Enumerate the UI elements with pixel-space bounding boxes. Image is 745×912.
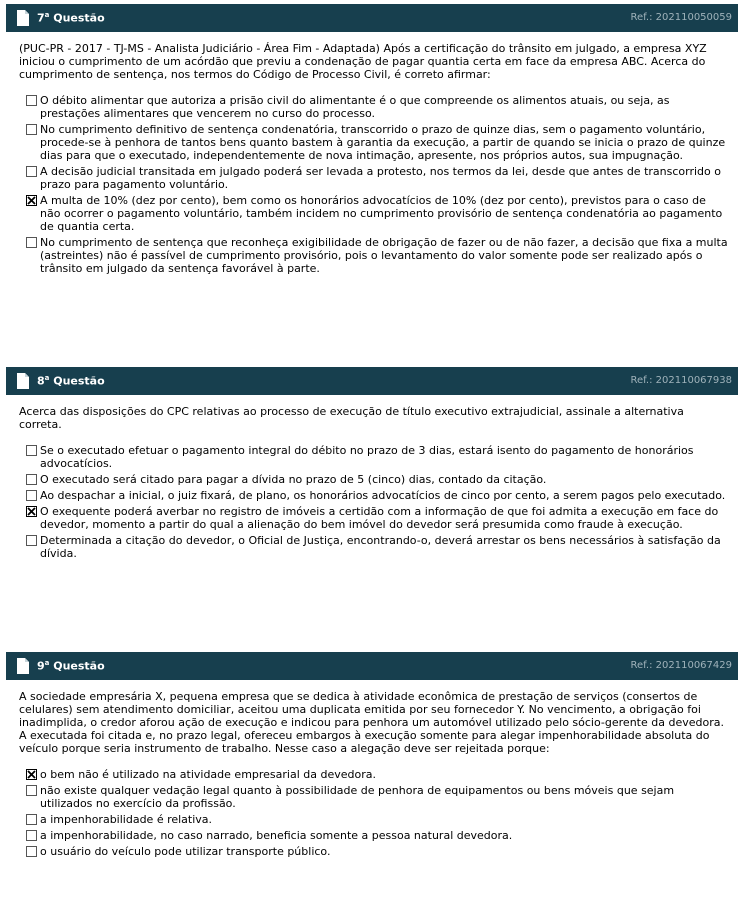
option-text: A multa de 10% (dez por cento), bem como os honorários advocatícios de 10% (dez por cento), previstos para o caso de não ocorrer o pagamento voluntário, também incidem no cumprimento provisório de sentença condenatória ao pagamento de quantia certa. (40, 194, 723, 233)
question-ref: Ref.: 202110067429 (630, 660, 732, 671)
option-b[interactable] (26, 123, 728, 162)
option-e[interactable] (26, 845, 728, 858)
checkbox-checked[interactable] (26, 195, 37, 206)
document-icon (16, 373, 29, 389)
checkbox[interactable] (26, 124, 37, 135)
options-list (26, 768, 728, 858)
option-text: Se o executado efetuar o pagamento integral do débito no prazo de 3 dias, estará isento do pagamento de honorários advocatícios. (40, 444, 694, 470)
option-text: a impenhorabilidade é relativa. (40, 813, 213, 826)
option-a[interactable] (26, 94, 728, 120)
options-list (26, 444, 728, 560)
option-d[interactable] (26, 505, 728, 531)
option-b[interactable] (26, 473, 728, 486)
question-header (6, 4, 738, 32)
checkbox-checked[interactable] (26, 769, 37, 780)
option-c[interactable] (26, 165, 728, 191)
checkbox[interactable] (26, 830, 37, 841)
option-text: o bem não é utilizado na atividade empresarial da devedora. (40, 768, 376, 781)
question-8 (6, 367, 738, 563)
checkbox[interactable] (26, 237, 37, 248)
option-a[interactable] (26, 768, 728, 781)
document-icon (16, 10, 29, 26)
question-header (6, 367, 738, 395)
checkbox[interactable] (26, 785, 37, 796)
options-list (26, 94, 728, 275)
checkbox[interactable] (26, 166, 37, 177)
question-title: 9$^a$ Questão (37, 659, 105, 673)
option-b[interactable] (26, 784, 728, 810)
option-text: O exequente poderá averbar no registro de imóveis a certidão com a informação de que foi admita a execução em face do devedor, momento a partir do qual a alienação do bem imóvel do devedor será presumida como fraude à execução. (40, 505, 719, 531)
option-text: A decisão judicial transitada em julgado poderá ser levada a protesto, nos termos da lei, desde que antes de transcorrido o prazo para pagamento voluntário. (40, 165, 721, 191)
checkbox[interactable] (26, 474, 37, 485)
option-e[interactable] (26, 534, 728, 560)
question-ref: Ref.: 202110067938 (630, 375, 732, 386)
option-c[interactable] (26, 813, 728, 826)
question-title: 8$^a$ Questão (37, 374, 105, 388)
checkbox-checked[interactable] (26, 506, 37, 517)
checkbox[interactable] (26, 490, 37, 501)
question-7 (6, 4, 738, 278)
check-x-icon (27, 196, 36, 205)
option-text: No cumprimento definitivo de sentença condenatória, transcorrido o prazo de quinze dias, sem o pagamento voluntário, procede-se à penhora de tantos bens quanto bastem à garantia da execução, a partir de quando se inicia o prazo de quinze dias para que o executado, independentemente de nova intimação, apresente, nos próprios autos, sua impugnação. (40, 123, 726, 162)
checkbox[interactable] (26, 95, 37, 106)
check-x-icon (27, 507, 36, 516)
question-statement: (PUC-PR - 2017 - TJ-MS - Analista Judiciário - Área Fim - Adaptada) Após a certificação do trânsito em julgado, a empresa XYZ iniciou o cumprimento de um acórdão que previu a condenação de pagar quantia certa em face da empresa ABC. Acerca do cumprimento de sentença, nos termos do Código de Processo Civil, é correto afirmar: (19, 42, 707, 81)
checkbox[interactable] (26, 846, 37, 857)
option-text: Ao despachar a inicial, o juiz fixará, de plano, os honorários advocatícios de cinco por cento, a serem pagos pelo executado. (40, 489, 726, 502)
question-9 (6, 652, 738, 861)
option-d[interactable] (26, 829, 728, 842)
document-icon (16, 658, 29, 674)
option-d[interactable] (26, 194, 728, 233)
question-ref: Ref.: 202110050059 (630, 12, 732, 23)
check-x-icon (27, 770, 36, 779)
option-a[interactable] (26, 444, 728, 470)
option-text: a impenhorabilidade, no caso narrado, beneficia somente a pessoa natural devedora. (40, 829, 513, 842)
question-header (6, 652, 738, 680)
option-text: O executado será citado para pagar a dívida no prazo de 5 (cinco) dias, contado da citação. (40, 473, 547, 486)
question-title: 7$^a$ Questão (37, 11, 105, 25)
question-statement: A sociedade empresária X, pequena empresa que se dedica à atividade econômica de prestação de serviços (consertos de celulares) sem atendimento domiciliar, aceitou uma duplicata emitida por seu fornecedor Y. No vencimento, a obrigação foi inadimplida, o credor aforou ação de execução e indicou para penhora um automóvel utilizado pelo sócio-gerente da devedora. A executada foi citada e, no prazo legal, ofereceu embargos à execução somente para alegar impenhorabilidade absoluta do veículo porque seria instrumento de trabalho. Nesse caso a alegação deve ser rejeitada porque: (19, 690, 724, 755)
checkbox[interactable] (26, 535, 37, 546)
option-text: No cumprimento de sentença que reconheça exigibilidade de obrigação de fazer ou de não fazer, a decisão que fixa a multa (astreintes) não é passível de cumprimento provisório, pois o levantamento do valor somente pode ser realizado após o trânsito em julgado da sentença favorável à parte. (40, 236, 728, 275)
question-statement: Acerca das disposições do CPC relativas ao processo de execução de título executivo extrajudicial, assinale a alternativa correta. (19, 405, 684, 431)
option-c[interactable] (26, 489, 728, 502)
option-text: Determinada a citação do devedor, o Oficial de Justiça, encontrando-o, deverá arrestar os bens necessários à satisfação da dívida. (40, 534, 721, 560)
option-e[interactable] (26, 236, 728, 275)
option-text: O débito alimentar que autoriza a prisão civil do alimentante é o que compreende os alimentos atuais, ou seja, as prestações alimentares que vencerem no curso do processo. (40, 94, 670, 120)
option-text: o usuário do veículo pode utilizar transporte público. (40, 845, 331, 858)
checkbox[interactable] (26, 814, 37, 825)
checkbox[interactable] (26, 445, 37, 456)
option-text: não existe qualquer vedação legal quanto à possibilidade de penhora de equipamentos ou bens móveis que sejam utilizados no exercício da profissão. (40, 784, 675, 810)
